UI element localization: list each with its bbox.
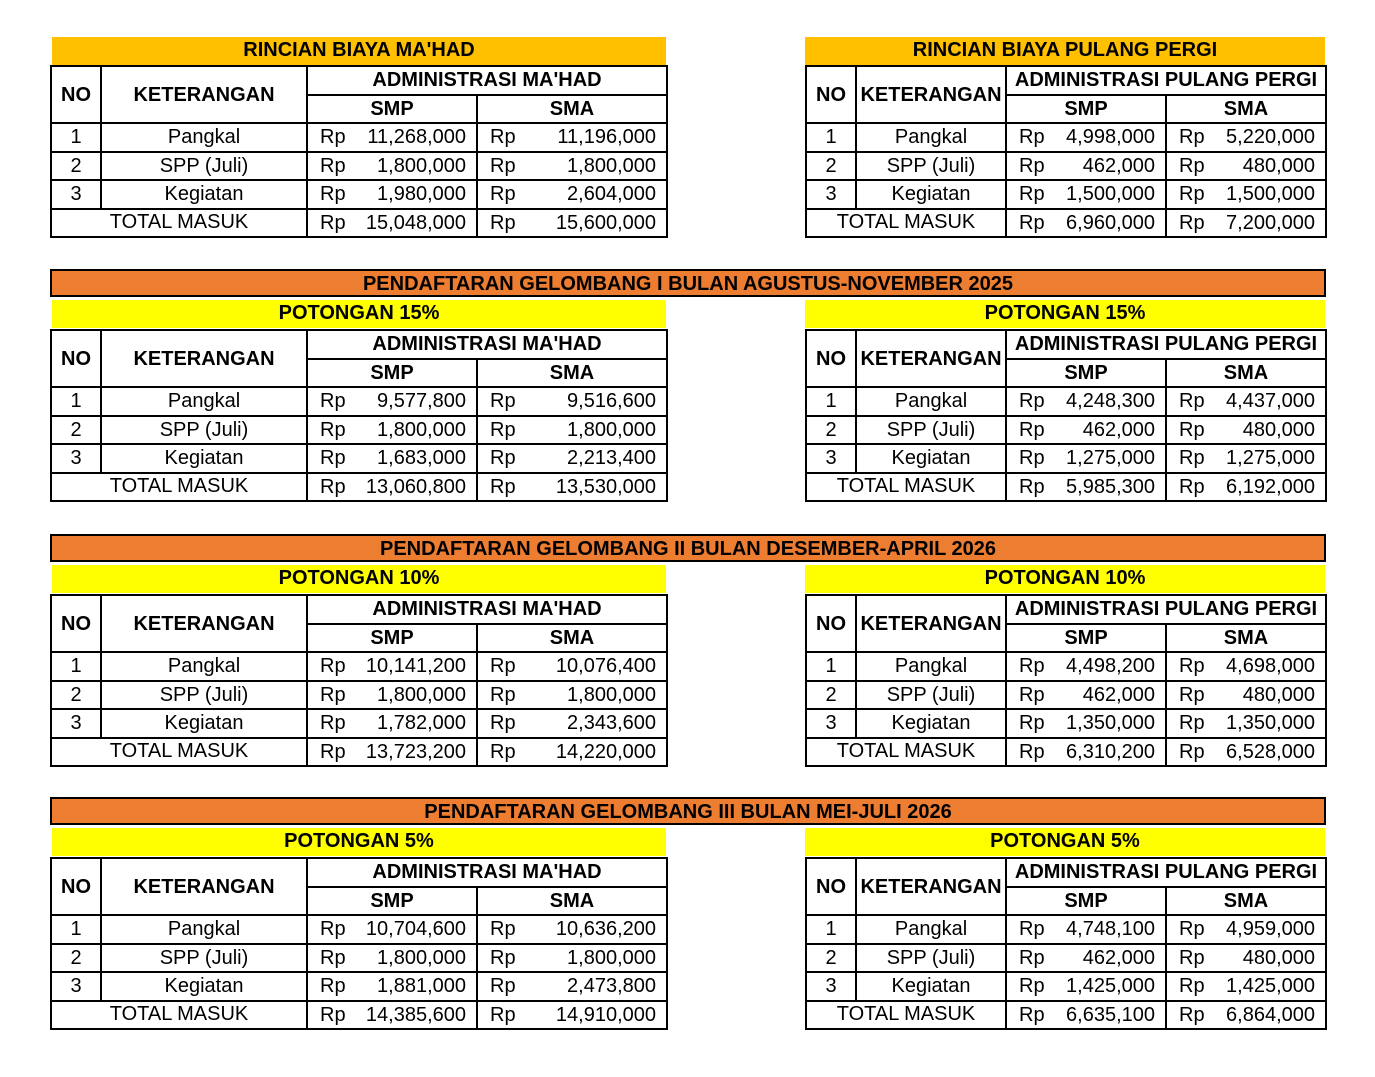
table-row: [51, 416, 667, 445]
currency-label: Rp: [307, 972, 351, 1001]
header-row: [806, 66, 1326, 95]
row-label: Pangkal: [101, 652, 307, 681]
rincian-pp-table: [805, 65, 1327, 238]
row-no: 1: [806, 387, 856, 416]
sma-amount: 2,604,000: [521, 180, 667, 209]
smp-amount: 462,000: [1050, 152, 1166, 181]
row-label: Kegiatan: [101, 444, 307, 473]
currency-label: Rp: [307, 387, 351, 416]
no-header: NO: [51, 330, 101, 387]
row-label: Kegiatan: [856, 972, 1006, 1001]
sma-amount: 1,800,000: [521, 152, 667, 181]
rincian-mahad-table: [50, 65, 668, 238]
smp-amount: 1,800,000: [351, 944, 477, 973]
sma-header: SMA: [1166, 359, 1326, 388]
sma-header: SMA: [477, 887, 667, 916]
gelombang-3-mahad-table: [50, 857, 668, 1030]
row-label: SPP (Juli): [101, 152, 307, 181]
sma-header: SMA: [1166, 624, 1326, 653]
total-label: TOTAL MASUK: [51, 473, 307, 502]
row-label: Kegiatan: [856, 180, 1006, 209]
smp-amount: 4,498,200: [1050, 652, 1166, 681]
no-header: NO: [51, 858, 101, 915]
currency-label: Rp: [1006, 652, 1050, 681]
table-row: [51, 180, 667, 209]
currency-label: Rp: [1006, 387, 1050, 416]
table-row: [51, 444, 667, 473]
currency-label: Rp: [477, 387, 521, 416]
table-row: [806, 709, 1326, 738]
total-label: TOTAL MASUK: [51, 1001, 307, 1030]
sma-total: 6,864,000: [1210, 1001, 1326, 1030]
total-label: TOTAL MASUK: [51, 209, 307, 238]
sma-amount: 4,698,000: [1210, 652, 1326, 681]
smp-amount: 4,248,300: [1050, 387, 1166, 416]
total-label: TOTAL MASUK: [806, 209, 1006, 238]
header-row: [51, 66, 667, 95]
currency-label: Rp: [477, 123, 521, 152]
smp-amount: 462,000: [1050, 416, 1166, 445]
gelombang-3-mahad-wrap: [50, 857, 668, 1030]
table-row: [51, 123, 667, 152]
row-label: Kegiatan: [101, 709, 307, 738]
total-row: [51, 1001, 667, 1030]
table-row: [806, 152, 1326, 181]
gelombang-2-pp-wrap: [805, 594, 1327, 767]
row-no: 1: [806, 123, 856, 152]
currency-label: Rp: [477, 944, 521, 973]
smp-amount: 1,425,000: [1050, 972, 1166, 1001]
gelombang-1-pp-table: [805, 329, 1327, 502]
sma-amount: 11,196,000: [521, 123, 667, 152]
keterangan-header: KETERANGAN: [856, 66, 1006, 123]
currency-label: Rp: [1166, 180, 1210, 209]
table-row: [806, 180, 1326, 209]
sma-amount: 4,959,000: [1210, 915, 1326, 944]
row-label: SPP (Juli): [856, 944, 1006, 973]
gelombang-2-discount-pp: POTONGAN 10%: [805, 565, 1325, 593]
currency-label: Rp: [1166, 152, 1210, 181]
row-no: 3: [51, 709, 101, 738]
currency-label: Rp: [1166, 387, 1210, 416]
currency-label: Rp: [1006, 180, 1050, 209]
currency-label: Rp: [477, 972, 521, 1001]
header-row: [51, 330, 667, 359]
currency-label: Rp: [1006, 444, 1050, 473]
gelombang-3-pp-table: [805, 857, 1327, 1030]
total-label: TOTAL MASUK: [51, 738, 307, 767]
rincian-pp-title: RINCIAN BIAYA PULANG PERGI: [805, 37, 1325, 65]
sma-amount: 480,000: [1210, 681, 1326, 710]
currency-label: Rp: [477, 1001, 521, 1030]
sma-header: SMA: [477, 624, 667, 653]
sma-amount: 10,076,400: [521, 652, 667, 681]
currency-label: Rp: [1006, 972, 1050, 1001]
row-no: 3: [51, 972, 101, 1001]
smp-amount: 1,782,000: [351, 709, 477, 738]
smp-header: SMP: [307, 359, 477, 388]
currency-label: Rp: [307, 1001, 351, 1030]
currency-label: Rp: [1166, 915, 1210, 944]
currency-label: Rp: [477, 652, 521, 681]
table-row: [51, 944, 667, 973]
smp-header: SMP: [1006, 359, 1166, 388]
smp-header: SMP: [307, 624, 477, 653]
currency-label: Rp: [477, 444, 521, 473]
gelombang-1-title: PENDAFTARAN GELOMBANG I BULAN AGUSTUS-NOVEMBER 2025: [50, 269, 1326, 297]
currency-label: Rp: [307, 681, 351, 710]
smp-header: SMP: [307, 95, 477, 124]
table-row: [806, 681, 1326, 710]
row-label: Kegiatan: [856, 709, 1006, 738]
currency-label: Rp: [1006, 152, 1050, 181]
gelombang-1-pp-wrap: [805, 329, 1327, 502]
currency-label: Rp: [1166, 416, 1210, 445]
gelombang-3-pp-wrap: [805, 857, 1327, 1030]
currency-label: Rp: [477, 681, 521, 710]
currency-label: Rp: [1166, 738, 1210, 767]
admin-header: ADMINISTRASI PULANG PERGI: [1006, 330, 1326, 359]
table-row: [806, 123, 1326, 152]
total-label: TOTAL MASUK: [806, 738, 1006, 767]
row-no: 3: [51, 444, 101, 473]
smp-total: 13,723,200: [351, 738, 477, 767]
rincian-mahad-title: RINCIAN BIAYA MA'HAD: [52, 37, 666, 65]
row-label: SPP (Juli): [856, 681, 1006, 710]
gelombang-1-mahad-wrap: [50, 329, 668, 502]
smp-amount: 1,800,000: [351, 681, 477, 710]
smp-amount: 4,998,000: [1050, 123, 1166, 152]
smp-amount: 1,275,000: [1050, 444, 1166, 473]
rincian-pp-table-wrap: [805, 65, 1327, 238]
smp-header: SMP: [1006, 95, 1166, 124]
row-label: SPP (Juli): [856, 416, 1006, 445]
currency-label: Rp: [1166, 972, 1210, 1001]
table-row: [51, 652, 667, 681]
row-label: Pangkal: [856, 123, 1006, 152]
row-label: Pangkal: [101, 915, 307, 944]
header-row: [51, 595, 667, 624]
gelombang-3-discount-pp: POTONGAN 5%: [805, 828, 1325, 856]
smp-amount: 11,268,000: [351, 123, 477, 152]
row-no: 2: [806, 681, 856, 710]
row-label: SPP (Juli): [101, 944, 307, 973]
currency-label: Rp: [1006, 123, 1050, 152]
sma-amount: 10,636,200: [521, 915, 667, 944]
total-label: TOTAL MASUK: [806, 473, 1006, 502]
currency-label: Rp: [1006, 416, 1050, 445]
currency-label: Rp: [1166, 944, 1210, 973]
sma-amount: 2,343,600: [521, 709, 667, 738]
currency-label: Rp: [1006, 944, 1050, 973]
currency-label: Rp: [1166, 209, 1210, 238]
currency-label: Rp: [307, 709, 351, 738]
row-no: 1: [806, 652, 856, 681]
currency-label: Rp: [1166, 123, 1210, 152]
sma-amount: 1,800,000: [521, 416, 667, 445]
total-row: [806, 738, 1326, 767]
sma-amount: 1,425,000: [1210, 972, 1326, 1001]
currency-label: Rp: [307, 444, 351, 473]
row-label: SPP (Juli): [101, 416, 307, 445]
currency-label: Rp: [307, 915, 351, 944]
sma-total: 14,910,000: [521, 1001, 667, 1030]
sma-amount: 1,275,000: [1210, 444, 1326, 473]
row-label: Pangkal: [856, 652, 1006, 681]
table-row: [806, 944, 1326, 973]
admin-header: ADMINISTRASI PULANG PERGI: [1006, 858, 1326, 887]
sma-amount: 1,500,000: [1210, 180, 1326, 209]
sma-total: 13,530,000: [521, 473, 667, 502]
sma-header: SMA: [1166, 887, 1326, 916]
total-row: [806, 209, 1326, 238]
sma-total: 7,200,000: [1210, 209, 1326, 238]
sma-amount: 480,000: [1210, 944, 1326, 973]
table-row: [806, 387, 1326, 416]
smp-amount: 1,800,000: [351, 416, 477, 445]
currency-label: Rp: [1006, 915, 1050, 944]
smp-amount: 1,800,000: [351, 152, 477, 181]
currency-label: Rp: [1006, 473, 1050, 502]
currency-label: Rp: [477, 152, 521, 181]
sma-amount: 2,213,400: [521, 444, 667, 473]
currency-label: Rp: [1006, 681, 1050, 710]
row-no: 2: [51, 944, 101, 973]
currency-label: Rp: [477, 709, 521, 738]
sma-amount: 2,473,800: [521, 972, 667, 1001]
row-label: Pangkal: [856, 915, 1006, 944]
sma-header: SMA: [477, 359, 667, 388]
currency-label: Rp: [477, 416, 521, 445]
row-label: SPP (Juli): [856, 152, 1006, 181]
sma-amount: 1,800,000: [521, 944, 667, 973]
smp-amount: 1,881,000: [351, 972, 477, 1001]
gelombang-3-title: PENDAFTARAN GELOMBANG III BULAN MEI-JULI 2026: [50, 797, 1326, 825]
keterangan-header: KETERANGAN: [101, 595, 307, 652]
smp-amount: 462,000: [1050, 681, 1166, 710]
row-no: 3: [806, 972, 856, 1001]
row-no: 2: [806, 416, 856, 445]
smp-header: SMP: [1006, 624, 1166, 653]
row-no: 1: [806, 915, 856, 944]
total-row: [51, 738, 667, 767]
currency-label: Rp: [307, 944, 351, 973]
table-row: [51, 972, 667, 1001]
table-row: [806, 972, 1326, 1001]
gelombang-1-discount-mahad: POTONGAN 15%: [52, 300, 666, 328]
keterangan-header: KETERANGAN: [856, 330, 1006, 387]
sma-amount: 1,350,000: [1210, 709, 1326, 738]
row-no: 2: [51, 681, 101, 710]
row-no: 3: [806, 180, 856, 209]
no-header: NO: [806, 330, 856, 387]
table-row: [51, 681, 667, 710]
sma-amount: 9,516,600: [521, 387, 667, 416]
smp-amount: 1,980,000: [351, 180, 477, 209]
table-row: [806, 652, 1326, 681]
currency-label: Rp: [307, 209, 351, 238]
smp-total: 6,960,000: [1050, 209, 1166, 238]
currency-label: Rp: [1006, 209, 1050, 238]
smp-amount: 10,704,600: [351, 915, 477, 944]
admin-header: ADMINISTRASI PULANG PERGI: [1006, 66, 1326, 95]
row-no: 1: [51, 652, 101, 681]
currency-label: Rp: [307, 416, 351, 445]
smp-total: 6,635,100: [1050, 1001, 1166, 1030]
row-no: 1: [51, 387, 101, 416]
header-row: [806, 595, 1326, 624]
row-no: 2: [806, 152, 856, 181]
smp-amount: 1,500,000: [1050, 180, 1166, 209]
row-no: 2: [806, 944, 856, 973]
smp-amount: 462,000: [1050, 944, 1166, 973]
sma-total: 14,220,000: [521, 738, 667, 767]
no-header: NO: [51, 595, 101, 652]
table-row: [806, 416, 1326, 445]
admin-header: ADMINISTRASI MA'HAD: [307, 66, 667, 95]
currency-label: Rp: [1006, 709, 1050, 738]
row-label: Kegiatan: [101, 180, 307, 209]
no-header: NO: [806, 858, 856, 915]
row-no: 2: [51, 416, 101, 445]
smp-header: SMP: [307, 887, 477, 916]
keterangan-header: KETERANGAN: [101, 330, 307, 387]
gelombang-2-mahad-table: [50, 594, 668, 767]
currency-label: Rp: [1166, 709, 1210, 738]
table-row: [806, 444, 1326, 473]
smp-total: 13,060,800: [351, 473, 477, 502]
smp-total: 6,310,200: [1050, 738, 1166, 767]
currency-label: Rp: [307, 152, 351, 181]
currency-label: Rp: [1006, 1001, 1050, 1030]
currency-label: Rp: [307, 473, 351, 502]
table-row: [51, 387, 667, 416]
admin-header: ADMINISTRASI MA'HAD: [307, 595, 667, 624]
sma-amount: 480,000: [1210, 416, 1326, 445]
total-row: [51, 209, 667, 238]
no-header: NO: [806, 595, 856, 652]
keterangan-header: KETERANGAN: [856, 595, 1006, 652]
currency-label: Rp: [307, 652, 351, 681]
sma-header: SMA: [477, 95, 667, 124]
admin-header: ADMINISTRASI PULANG PERGI: [1006, 595, 1326, 624]
smp-amount: 9,577,800: [351, 387, 477, 416]
header-row: [806, 858, 1326, 887]
currency-label: Rp: [1166, 1001, 1210, 1030]
row-label: Pangkal: [856, 387, 1006, 416]
no-header: NO: [51, 66, 101, 123]
row-no: 3: [806, 444, 856, 473]
smp-amount: 4,748,100: [1050, 915, 1166, 944]
row-label: Kegiatan: [856, 444, 1006, 473]
table-row: [51, 915, 667, 944]
sma-amount: 4,437,000: [1210, 387, 1326, 416]
currency-label: Rp: [307, 123, 351, 152]
total-row: [51, 473, 667, 502]
admin-header: ADMINISTRASI MA'HAD: [307, 330, 667, 359]
gelombang-2-pp-table: [805, 594, 1327, 767]
gelombang-2-mahad-wrap: [50, 594, 668, 767]
smp-total: 14,385,600: [351, 1001, 477, 1030]
smp-total: 15,048,000: [351, 209, 477, 238]
row-label: Kegiatan: [101, 972, 307, 1001]
currency-label: Rp: [1166, 473, 1210, 502]
currency-label: Rp: [477, 738, 521, 767]
table-row: [51, 152, 667, 181]
no-header: NO: [806, 66, 856, 123]
rincian-mahad-table-wrap: [50, 65, 668, 238]
gelombang-3-discount-mahad: POTONGAN 5%: [52, 828, 666, 856]
currency-label: Rp: [477, 915, 521, 944]
currency-label: Rp: [1166, 681, 1210, 710]
smp-amount: 1,350,000: [1050, 709, 1166, 738]
header-row: [51, 858, 667, 887]
row-no: 1: [51, 915, 101, 944]
gelombang-1-discount-pp: POTONGAN 15%: [805, 300, 1325, 328]
currency-label: Rp: [1166, 444, 1210, 473]
currency-label: Rp: [307, 738, 351, 767]
gelombang-2-discount-mahad: POTONGAN 10%: [52, 565, 666, 593]
currency-label: Rp: [477, 209, 521, 238]
row-no: 3: [806, 709, 856, 738]
sma-total: 6,528,000: [1210, 738, 1326, 767]
sma-total: 6,192,000: [1210, 473, 1326, 502]
currency-label: Rp: [477, 473, 521, 502]
admin-header: ADMINISTRASI MA'HAD: [307, 858, 667, 887]
sma-amount: 480,000: [1210, 152, 1326, 181]
row-no: 2: [51, 152, 101, 181]
row-no: 1: [51, 123, 101, 152]
row-no: 3: [51, 180, 101, 209]
sma-amount: 1,800,000: [521, 681, 667, 710]
sma-amount: 5,220,000: [1210, 123, 1326, 152]
table-row: [51, 709, 667, 738]
keterangan-header: KETERANGAN: [856, 858, 1006, 915]
row-label: Pangkal: [101, 387, 307, 416]
smp-amount: 1,683,000: [351, 444, 477, 473]
smp-total: 5,985,300: [1050, 473, 1166, 502]
row-label: SPP (Juli): [101, 681, 307, 710]
sma-header: SMA: [1166, 95, 1326, 124]
sma-total: 15,600,000: [521, 209, 667, 238]
keterangan-header: KETERANGAN: [101, 858, 307, 915]
table-row: [806, 915, 1326, 944]
currency-label: Rp: [477, 180, 521, 209]
currency-label: Rp: [1006, 738, 1050, 767]
gelombang-1-mahad-table: [50, 329, 668, 502]
currency-label: Rp: [1166, 652, 1210, 681]
keterangan-header: KETERANGAN: [101, 66, 307, 123]
currency-label: Rp: [307, 180, 351, 209]
total-row: [806, 473, 1326, 502]
row-label: Pangkal: [101, 123, 307, 152]
total-label: TOTAL MASUK: [806, 1001, 1006, 1030]
smp-amount: 10,141,200: [351, 652, 477, 681]
header-row: [806, 330, 1326, 359]
total-row: [806, 1001, 1326, 1030]
gelombang-2-title: PENDAFTARAN GELOMBANG II BULAN DESEMBER-APRIL 2026: [50, 534, 1326, 562]
smp-header: SMP: [1006, 887, 1166, 916]
